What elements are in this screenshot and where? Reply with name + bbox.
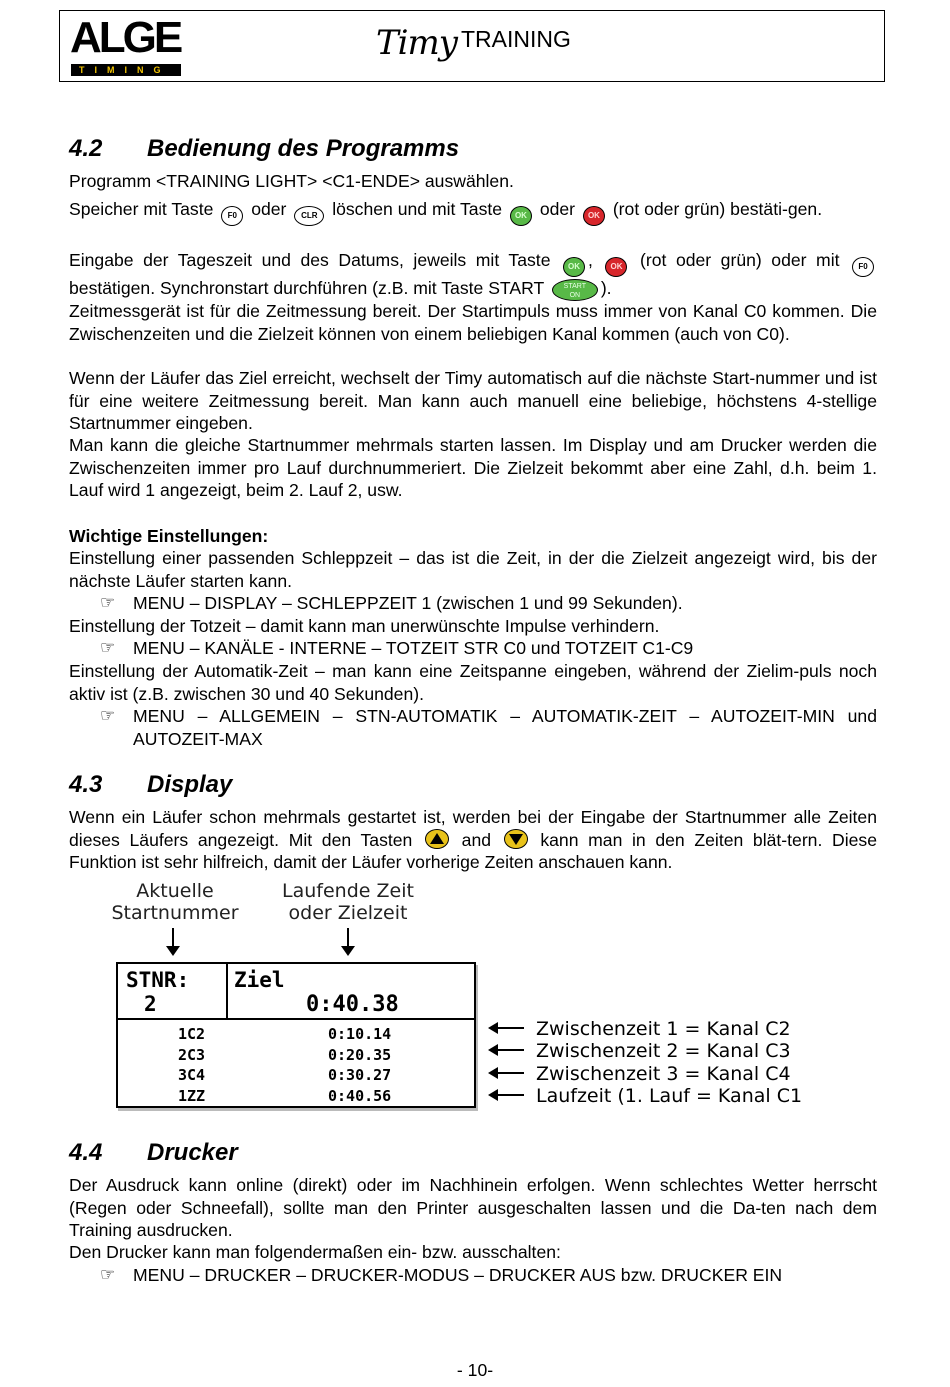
display-rows <box>178 1024 438 1106</box>
page-header <box>59 10 885 82</box>
stnr-value: 2 <box>144 992 157 1016</box>
paragraph: Programm <TRAINING LIGHT> <C1-ENDE> auswählen. <box>69 171 514 191</box>
product-name: TRAINING <box>461 26 571 52</box>
display-row: 3C4 0:30.27 <box>178 1066 392 1084</box>
callout-row: Zwischenzeit 2 = Kanal C3 <box>490 1040 791 1062</box>
up-arrow-key-icon <box>425 829 449 849</box>
paragraph-keys-3: Wenn ein Läufer schon mehrmals gestartet ist, werden bei der Eingabe der Startnummer alle Zeiten dieses Läufers angezeigt. Mit den Tasten and kann man in den Zeiten blät-tern. Diese Funktion ist sehr hilfreich, damit der Läufer vorherige Zeiten anschauen kann. <box>69 807 877 872</box>
product-title <box>376 23 571 73</box>
pointing-hand-icon: ☞ <box>100 1265 116 1284</box>
figure-label-startnummer: Aktuelle Startnummer <box>111 880 239 924</box>
down-arrow-key-icon <box>504 829 528 849</box>
left-arrow-icon <box>490 1094 524 1096</box>
pointing-hand-icon: ☞ <box>100 638 116 657</box>
alge-logo <box>70 13 182 77</box>
bullet-item: ☞ MENU – DRUCKER – DRUCKER-MODUS – DRUCKER AUS bzw. DRUCKER EIN <box>100 1265 783 1285</box>
left-arrow-icon <box>490 1049 524 1051</box>
timy-display <box>116 962 476 1108</box>
display-row: 1ZZ 0:40.56 <box>178 1086 392 1105</box>
section-heading-4-2: 4.2 Bedienung des Programms <box>69 135 460 162</box>
bullet-item: ☞ MENU – ALLGEMEIN – STN-AUTOMATIK – AUTOMATIK-ZEIT – AUTOZEIT-MIN und AUTOZEIT-MAX <box>100 706 877 749</box>
paragraph: Zeitmessgerät ist für die Zeitmessung bereit. Der Startimpuls muss immer von Kanal C0 kommen. Die Zwischenzeiten und die Zielzeit können von einem beliebigen Kanal kommen (auch von C0). <box>69 301 877 344</box>
paragraph: Einstellung einer passenden Schleppzeit – das ist die Zeit, in der die Zielzeit angezeigt wird, bis der nächste Läufer starten kann. <box>69 548 877 591</box>
section-heading-4-4: 4.4 Drucker <box>69 1139 238 1166</box>
callout-row: Zwischenzeit 1 = Kanal C2 <box>490 1018 791 1040</box>
figure-label-zeit: Laufende Zeit oder Zielzeit <box>282 880 414 924</box>
clr-key-icon: CLR <box>294 206 324 226</box>
product-script-logo: Timy <box>376 23 457 63</box>
settings-heading: Wichtige Einstellungen: <box>69 526 269 546</box>
display-row: 2C3 0:20.35 <box>178 1045 392 1064</box>
bullet-item: ☞ MENU – KANÄLE - INTERNE – TOTZEIT STR C0 und TOTZEIT C1-C9 <box>100 638 694 658</box>
down-arrow-icon <box>347 928 349 948</box>
paragraph: Den Drucker kann man folgendermaßen ein- bzw. ausschalten: <box>69 1242 561 1262</box>
ziel-value: 0:40.38 <box>306 992 399 1017</box>
paragraph: Einstellung der Totzeit – damit kann man unerwünschte Impulse verhindern. <box>69 616 660 636</box>
display-figure <box>100 878 860 1118</box>
paragraph-keys-2: Eingabe der Tageszeit und des Datums, jeweils mit Taste OK , OK (rot oder grün) oder mit F0 bestätigen. Synchronstart durchführen (z.B. mit Taste START START ON ). <box>69 249 877 301</box>
logo-word: ALGE <box>70 13 181 62</box>
page-number: - 10- <box>456 1360 494 1380</box>
stnr-label: STNR: <box>126 968 190 992</box>
ok-red-key-icon: OK <box>605 257 627 277</box>
ok-red-key-icon: OK <box>583 206 605 226</box>
left-arrow-icon <box>490 1027 524 1029</box>
start-key-icon: START ON <box>552 279 598 301</box>
ok-green-key-icon: OK <box>510 206 532 226</box>
f0-key-icon: F0 <box>221 206 243 226</box>
callout-row: Zwischenzeit 3 = Kanal C4 <box>490 1063 791 1085</box>
callout-row: Laufzeit (1. Lauf = Kanal C1 <box>490 1085 802 1107</box>
ziel-label: Ziel <box>234 968 285 992</box>
display-row: 1C2 0:10.14 <box>178 1025 392 1043</box>
paragraph: Einstellung der Automatik-Zeit – man kann eine Zeitspanne eingeben, während der Zielim-puls noch aktiv ist (z.B. zwischen 30 und 40 Sekunden). <box>69 661 877 704</box>
pointing-hand-icon: ☞ <box>100 706 116 725</box>
paragraph: Man kann die gleiche Startnummer mehrmals starten lassen. Im Display und am Drucker werden die Zwischenzeiten immer pro Lauf durchnummeriert. Die Zielzeit bekommt aber eine Zahl, d.h. beim 1. Lauf wird 1 angezeigt, beim 2. Lauf 2, usw. <box>69 435 877 500</box>
section-heading-4-3: 4.3 Display <box>69 771 233 798</box>
ok-green-key-icon: OK <box>563 257 585 277</box>
pointing-hand-icon: ☞ <box>100 593 116 612</box>
f0-key-icon: F0 <box>852 257 874 277</box>
down-arrow-icon <box>172 928 174 948</box>
logo-subtitle: TIMING <box>71 64 181 76</box>
paragraph: Wenn der Läufer das Ziel erreicht, wechselt der Timy automatisch auf die nächste Start-nummer und ist für eine weitere Zeitmessung bereit. Man kann auch manuell eine beliebige, höchstens 4-stellige Startnummer eingeben. <box>69 368 877 433</box>
paragraph: Der Ausdruck kann online (direkt) oder im Nachhinein erfolgen. Wenn schlechtes Wetter herrscht (Regen oder Schneefall), sollte man den Printer ausgeschalten lassen und die Da-ten nach dem Training ausdrucken. <box>69 1175 877 1240</box>
bullet-item: ☞ MENU – DISPLAY – SCHLEPPZEIT 1 (zwischen 1 und 99 Sekunden). <box>100 593 683 613</box>
paragraph-keys-1: Speicher mit Taste F0 oder CLR löschen und mit Taste OK oder OK (rot oder grün) bestäti-gen. <box>69 198 877 226</box>
left-arrow-icon <box>490 1072 524 1074</box>
